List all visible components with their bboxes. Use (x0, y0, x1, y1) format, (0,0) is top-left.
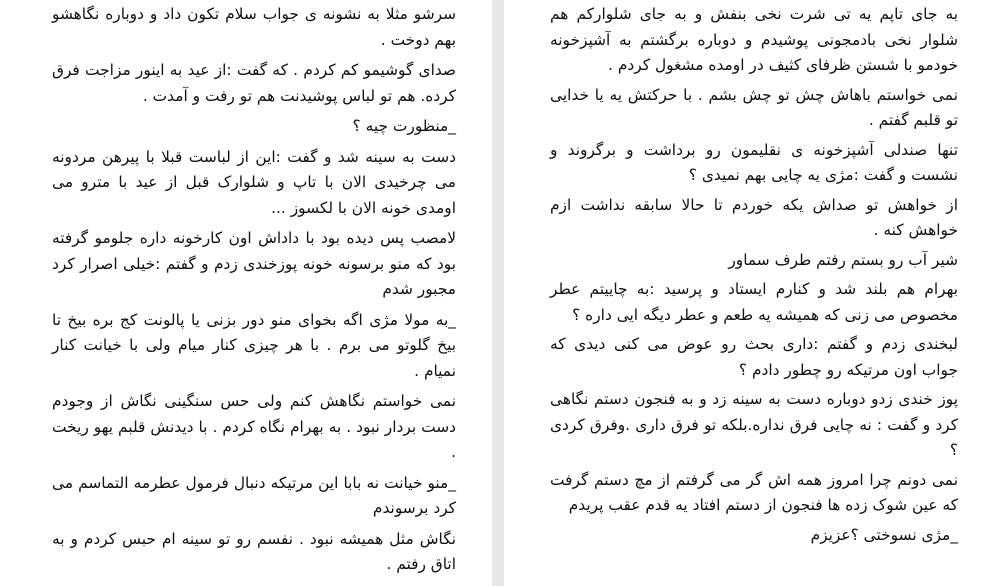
paragraph: نگاش مثل همیشه نبود . نفسم رو تو سینه ام حبس کردم و به اتاق رفتم . (52, 529, 456, 573)
paragraph: به جای تاپم یه تی شرت نخی بنفش و به جای شلوارکم هم شلوار نخی بادمجونی پوشیدم و دوباره برگشتم به آشپزخونه خودمو با شستن ظرفای کثیف در اومده مشغول کردم . (550, 5, 958, 74)
paragraph: تنها صندلی آشپزخونه ی نقلیمون رو برداشت و برگروند و نشست و گفت :مژی یه چایی بهم نمیدی ؟ (550, 140, 958, 184)
paragraph: صدای گوشیمو کم کردم . که گفت :از عید به اینور مزاجت فرق کرده. هم تو لباس پوشیدنت هم تو رفت و آمدت . (52, 61, 456, 105)
paragraph: _به مولا مژی اگه بخوای منو دور بزنی یا پالونت کج بره بیخ تا بیخ گلوتو می برم . با هر چیزی کنار میام ولی با خیانت کنار نمیام . (52, 310, 456, 380)
paragraph: نمی دونم چرا امروز همه اش گر می گرفتم از مچ دستم گرفت که عین شوک زده ها فنجون از دستم افتاد یه قدم عقب پریدم (550, 470, 958, 514)
paragraph: _منظورت چیه ؟ (352, 117, 456, 135)
paragraph: شیر آب رو بستم رفتم طرف سماور (728, 250, 958, 269)
paragraph: بهرام هم بلند شد و کنارم ایستاد و پرسید :به چاییتم عطر مخصوص می زنی که همیشه یه طعم و عطر دیگه ایی داره ؟ (550, 280, 958, 324)
paragraph: _مژی نسوختی ؟عزیزم (810, 525, 958, 544)
left-page (0, 0, 492, 586)
paragraph: سرشو مثلا به نشونه ی جواب سلام تکون داد و دوباره نگاهشو بهم دوخت . (52, 5, 456, 49)
paragraph: پوز خندی زدو دوباره دست به سینه زد و به فنجون دستم نگاهی کرد و گفت : نه چایی فرق نداره.بلکه تو فرق داری .وفرق کردی ؟ (550, 390, 958, 459)
paragraph: نمی خواستم نگاهش کنم ولی حس سنگینی نگاش از وجودم دست بردار نبود . به بهرام نگاه کردم . با دیدنش قلبم یهو ریخت . (52, 392, 456, 461)
right-page (504, 0, 996, 586)
paragraph: نمی خواستم باهاش چش تو چش بشم . با حرکتش یه یا خدایی تو قلبم گفتم . (550, 85, 958, 129)
paragraph: لبخندی زدم و گفتم :داری بحث رو عوض می کنی دیدی که جواب اون مرتیکه رو چطور دادم ؟ (550, 335, 958, 379)
paragraph: لامصب پس دیده بود با داداش اون کارخونه داره جلومو گرفته بود که منو برسونه خونه پوزخندی زدم و گفتم :خیلی اصرار کرد مجبور شدم (52, 229, 456, 298)
paragraph: _منو خیانت نه بابا این مرتیکه دنبال فرمول عطرمه التماسم می کرد برسوندم (52, 473, 456, 517)
paragraph: دست به سینه شد و گفت :این از لباست قبلا با پیرهن مردونه می چرخیدی الان با تاپ و شلوارک قبل از عید با مترو می اومدی خونه الان با لکسوز ... (52, 147, 456, 217)
paragraph: از خواهش تو صداش یکه خوردم تا حالا سابقه نداشت ازم خواهش کنه . (550, 195, 958, 239)
